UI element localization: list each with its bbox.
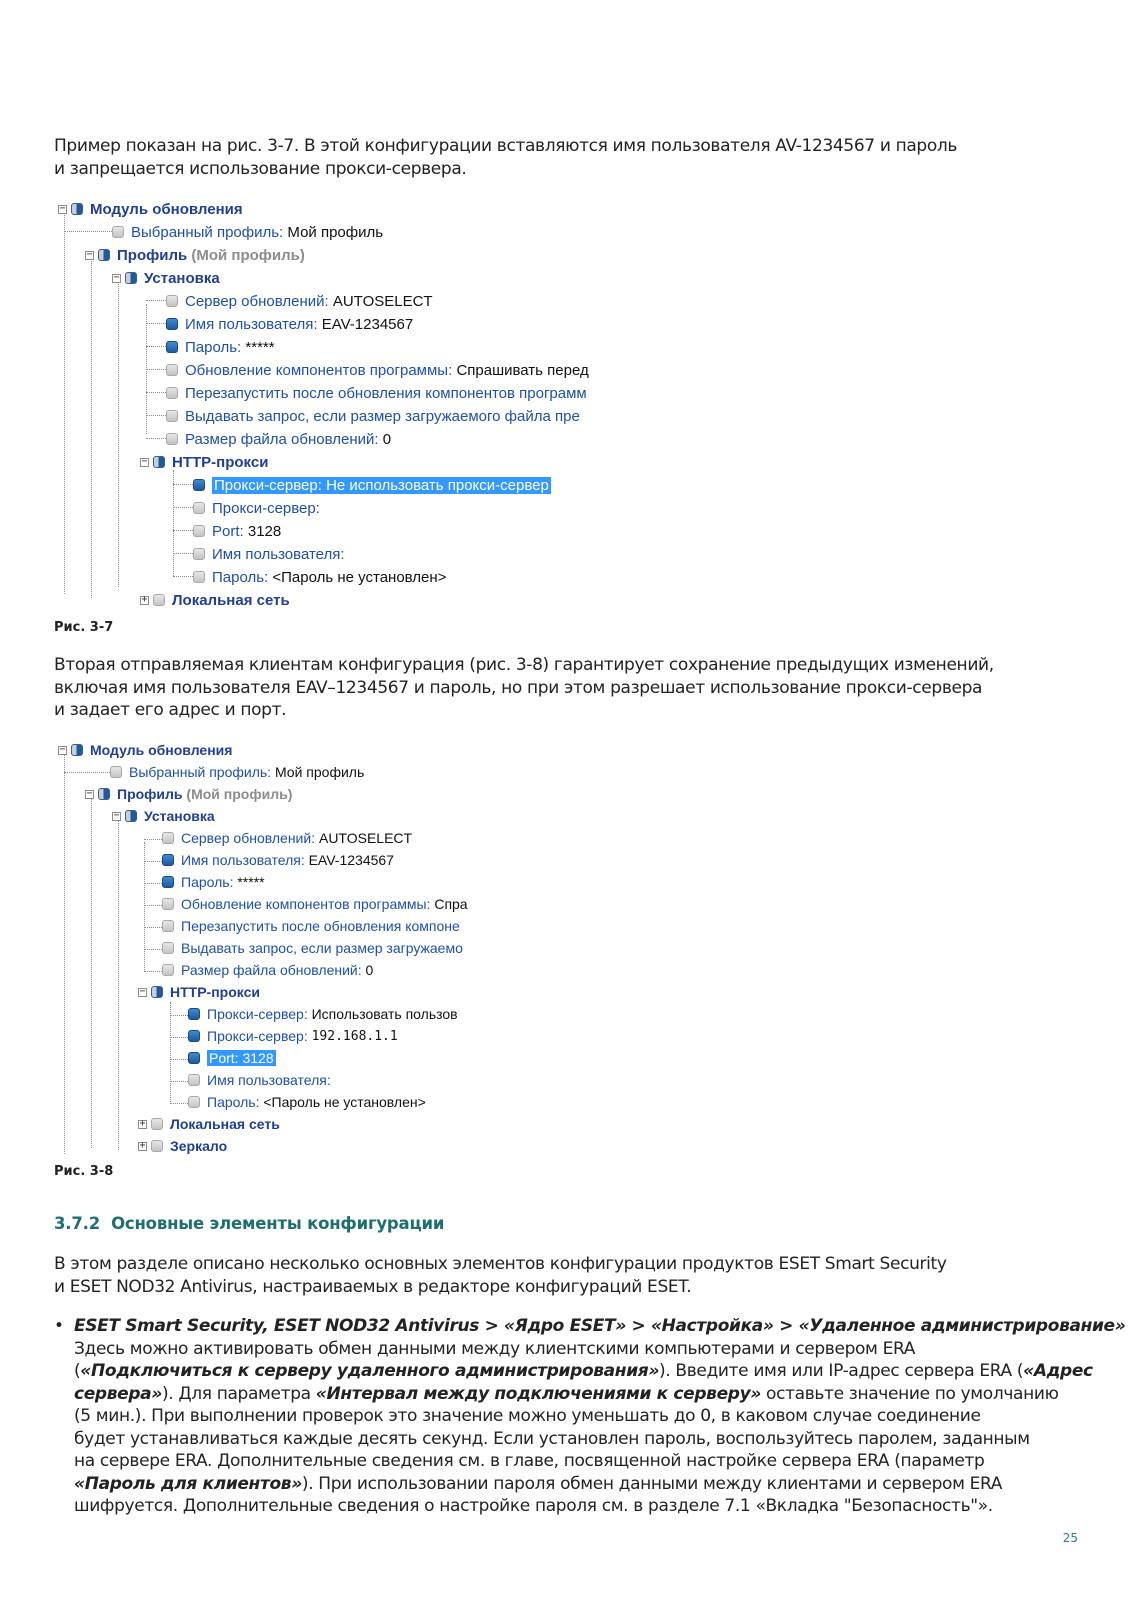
tree-node[interactable]: Пароль: <Пароль не установлен> (188, 1092, 426, 1112)
active-setting-icon (162, 876, 174, 888)
collapse-toggle-icon[interactable]: − (113, 810, 120, 821)
expand-toggle-icon[interactable]: + (141, 594, 148, 605)
active-setting-icon (188, 1008, 200, 1020)
inactive-setting-icon (166, 410, 178, 422)
text-line: включая имя пользователя EAV–1234567 и пароль, но при этом разрешает использование прокси-сервера (54, 677, 983, 698)
tree-node[interactable]: Прокси-сервер: (193, 498, 320, 518)
tree-node[interactable]: Пароль: ***** (166, 337, 275, 357)
tree-node[interactable]: Port: 3128 (193, 521, 281, 541)
text-line: и ESET NOD32 Antivirus, настраиваемых в редакторе конфигураций ESET. (54, 1276, 692, 1297)
text-line: и задает его адрес и порт. (54, 700, 287, 720)
text-line: Вторая отправляемая клиентам конфигурация (рис. 3-8) гарантирует сохранение предыдущих изменений, (54, 655, 994, 675)
inactive-setting-icon (162, 920, 174, 932)
collapse-toggle-icon[interactable]: − (139, 986, 146, 997)
inactive-setting-icon (112, 226, 124, 238)
tree-node-selected[interactable]: Прокси-сервер: Не использовать прокси-сервер (193, 475, 551, 495)
inactive-setting-icon (193, 571, 205, 583)
active-setting-icon (166, 318, 178, 330)
figure-caption: Рис. 3-7 (54, 620, 114, 635)
inactive-setting-icon (166, 364, 178, 376)
inactive-setting-icon (188, 1074, 200, 1086)
tree-node[interactable]: Имя пользователя: EAV-1234567 (162, 850, 394, 870)
section-node-icon (151, 1118, 163, 1130)
collapse-toggle-icon[interactable]: − (86, 249, 93, 260)
tree-node[interactable]: Размер файла обновлений: 0 (166, 429, 391, 449)
bullet-item: • ESET Smart Security, ESET NOD32 Antivirus > «Ядро ESET» > «Настройка» > «Удаленное администрирование» Здесь можно активировать обмен данными между клиентскими компьютерами и сервером ERA («Подключиться к серверу удаленного администрирования»). Введите имя или IP-адрес сервера ERA («Адрес сервера»). Для параметра «Интервал между подключениями к серверу» оставьте значение по умолчанию (5 мин.). При выполнении проверок это значение можно уменьшать до 0, в каковом случае соединение будет устанавливаться каждые десять секунд. Если установлен пароль, воспользуйтесь паролем, заданным на сервере ERA. Дополнительные сведения см. в главе, посвященной настройке сервера ERA (параметр «Пароль для клиентов»). При использовании пароля обмен данными между клиентами и сервером ERA шифруется. Дополнительные сведения о настройке пароля см. в разделе 7.1 «Вкладка "Безопасность"». (54, 1316, 1126, 1516)
tree-node-selected[interactable]: Port: 3128 (188, 1048, 276, 1068)
active-setting-icon (188, 1052, 200, 1064)
section-node-icon (125, 810, 137, 822)
tree-node[interactable]: Сервер обновлений: AUTOSELECT (166, 291, 433, 311)
tree-node[interactable]: Выбранный профиль: Мой профиль (110, 762, 364, 782)
collapse-toggle-icon[interactable]: − (59, 203, 66, 214)
tree-node[interactable]: + Локальная сеть (139, 1116, 280, 1132)
config-tree-fig-3-7 (56, 198, 616, 614)
inactive-setting-icon (193, 548, 205, 560)
tree-node[interactable]: − Установка (113, 808, 215, 824)
tree-node[interactable]: Пароль: ***** (162, 872, 265, 892)
tree-node[interactable]: Размер файла обновлений: 0 (162, 960, 373, 980)
text-line: и запрещается использование прокси-сервера. (54, 158, 467, 179)
text-line: В этом разделе описано несколько основных элементов конфигурации продуктов ESET Smart Security (54, 1254, 947, 1274)
tree-node[interactable]: − HTTP-прокси (139, 984, 260, 1000)
inactive-setting-icon (188, 1096, 200, 1108)
collapse-toggle-icon[interactable]: − (141, 456, 148, 467)
profile-node-icon (98, 788, 110, 800)
intro-paragraph (54, 135, 1084, 180)
inactive-setting-icon (166, 433, 178, 445)
active-setting-icon (166, 341, 178, 353)
config-tree-fig-3-8 (56, 740, 486, 1160)
tree-node[interactable]: Пароль: <Пароль не установлен> (193, 567, 446, 587)
inactive-setting-icon (162, 964, 174, 976)
module-node-icon (71, 744, 83, 756)
collapse-toggle-icon[interactable]: − (59, 744, 66, 755)
inactive-setting-icon (162, 832, 174, 844)
tree-node[interactable]: − Модуль обновления (59, 742, 233, 758)
expand-toggle-icon[interactable]: + (139, 1140, 146, 1151)
section-node-icon (153, 456, 165, 468)
collapse-toggle-icon[interactable]: − (113, 272, 120, 283)
tree-node[interactable]: − Профиль (Мой профиль) (86, 246, 305, 264)
tree-node[interactable]: Прокси-сервер: 192.168.1.1 (188, 1026, 398, 1046)
tree-node[interactable]: Выдавать запрос, если размер загружаемого файла пре (166, 406, 580, 426)
inactive-setting-icon (193, 502, 205, 514)
bullet-icon: • (54, 1316, 64, 1336)
section-node-icon (151, 986, 163, 998)
paragraph-fig-3-8-intro (54, 654, 1084, 722)
tree-node[interactable]: − Установка (113, 269, 220, 287)
inactive-setting-icon (166, 387, 178, 399)
tree-node[interactable]: Имя пользователя: (193, 544, 345, 564)
tree-node[interactable]: Перезапустить после обновления компонентов программ (166, 383, 587, 403)
text-line: Пример показан на рис. 3-7. В этой конфигурации вставляются имя пользователя AV-1234567 и пароль (54, 136, 958, 156)
inactive-setting-icon (166, 295, 178, 307)
tree-node[interactable]: − Профиль (Мой профиль) (86, 786, 293, 802)
active-setting-icon (188, 1030, 200, 1042)
tree-node[interactable]: Имя пользователя: (188, 1070, 331, 1090)
tree-node[interactable]: Сервер обновлений: AUTOSELECT (162, 828, 412, 848)
section-node-icon (125, 272, 137, 284)
inactive-setting-icon (162, 942, 174, 954)
tree-node[interactable]: Обновление компонентов программы: Спра (162, 894, 468, 914)
tree-node[interactable]: Перезапустить после обновления компоне (162, 916, 460, 936)
inactive-setting-icon (162, 898, 174, 910)
page-number: 25 (1062, 1531, 1078, 1545)
tree-node[interactable]: Имя пользователя: EAV-1234567 (166, 314, 413, 334)
section-heading: 3.7.2 Основные элементы конфигурации (54, 1214, 445, 1233)
inactive-setting-icon (193, 525, 205, 537)
section-paragraph (54, 1253, 1084, 1298)
tree-node[interactable]: Выбранный профиль: Мой профиль (112, 222, 383, 242)
figure-caption: Рис. 3-8 (54, 1164, 114, 1179)
tree-node[interactable]: + Зеркало (139, 1138, 228, 1154)
inactive-setting-icon (110, 766, 122, 778)
collapse-toggle-icon[interactable]: − (86, 788, 93, 799)
tree-node[interactable]: − Модуль обновления (59, 200, 243, 218)
module-node-icon (71, 203, 83, 215)
section-node-icon (153, 594, 165, 606)
tree-node[interactable]: Выдавать запрос, если размер загружаемо (162, 938, 463, 958)
active-setting-icon (162, 854, 174, 866)
section-node-icon (151, 1140, 163, 1152)
profile-node-icon (98, 249, 110, 261)
tree-node[interactable]: − HTTP-прокси (141, 453, 269, 471)
bullet-heading: ESET Smart Security, ESET NOD32 Antivirus > «Ядро ESET» > «Настройка» > «Удаленное администрирование» (74, 1316, 1126, 1336)
tree-node[interactable]: Прокси-сервер: Использовать пользов (188, 1004, 458, 1024)
active-setting-icon (193, 479, 205, 491)
tree-node[interactable]: Обновление компонентов программы: Спрашивать перед (166, 360, 589, 380)
tree-node[interactable]: + Локальная сеть (141, 591, 290, 609)
expand-toggle-icon[interactable]: + (139, 1118, 146, 1129)
